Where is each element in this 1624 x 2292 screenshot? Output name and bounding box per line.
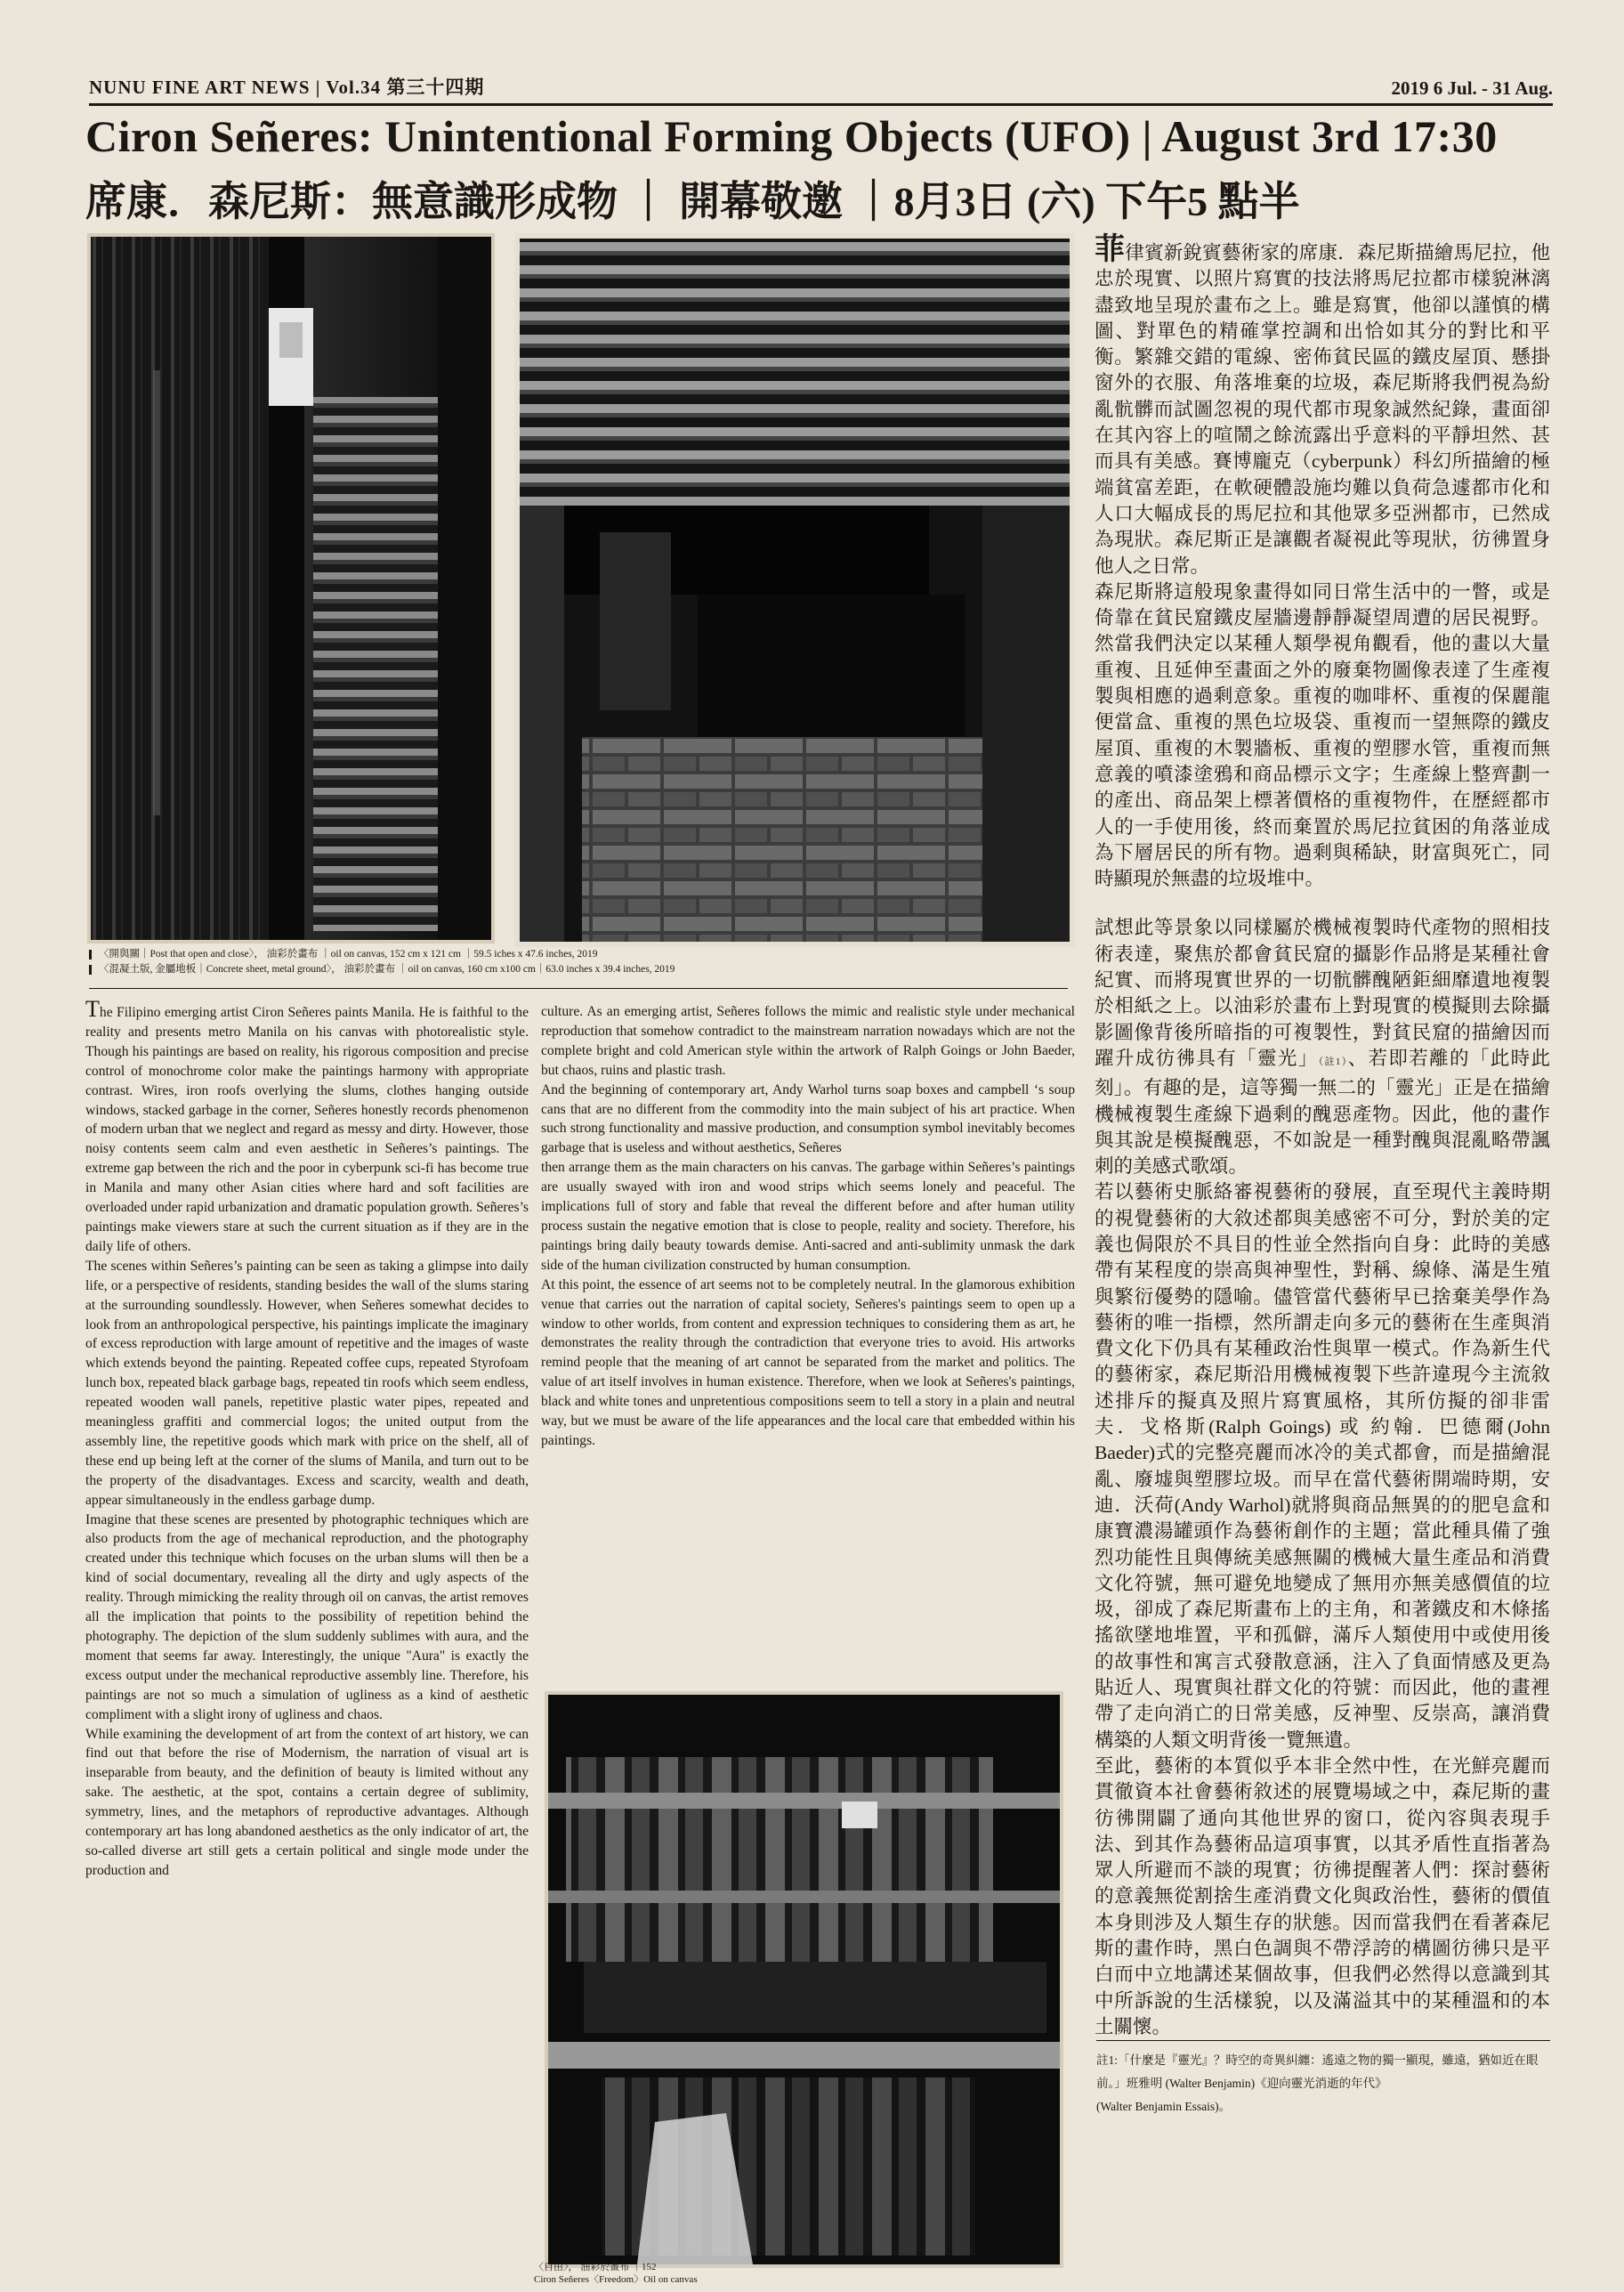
caption-rule — [89, 988, 1068, 989]
english-column-1 — [85, 996, 529, 1881]
drop-cap-chinese: 菲 — [1095, 233, 1126, 266]
footnote-rule — [1096, 2040, 1550, 2041]
english-paragraph: And the beginning of contemporary art, Andy Warhol turns soap boxes and campbell ‘s soup cans that are no different from the commodity into the main subject of his art practice. When such strong functionality and massive production, and consumption symbol inevitably becomes garbage that is useless and without aesthetics, Señeres — [541, 1081, 1075, 1156]
caption-text: 〈開與關｜Post that open and close〉， 油彩於畫布 ｜oil on canvas, 152 cm x 121 cm ｜59.5 iches x 47.6 inches, 2019 — [99, 949, 598, 960]
masthead — [89, 77, 1553, 103]
painting-drawing-2 — [520, 239, 1070, 942]
english-paragraph: Imagine that these scenes are presented by photographic techniques which are also products from the age of mechanical reproduction, and the photography created under this technique which focuses on the urban slums will then be a kind of social documentary, revealing all the dirty and ugly aspects of the reality. Through mimicking the reality through oil on canvas, the artist removes all the implication that points to the possibility of repetition behind the photography. The depiction of the slum suddenly sublimes with aura, and the moment that seems far away. Interestingly, the unique "Aura" is exactly the excess output under the mechanical reproductive assembly line. Therefore, his paintings are not so much a simulation of ugliness as a kind of aesthetic compliment with a slight irony of ugliness and chaos. — [85, 1511, 529, 1722]
footnote-line1: 註1:「什麼是『靈光』？時空的奇異糾纏：遙遠之物的獨一顯現，雖遠，猶如近在眼前。」班雅明 (Walter Benjamin)《迎向靈光消逝的年代》 — [1096, 2053, 1539, 2090]
chinese-paragraph: 至此，藝術的本質似乎本非全然中性，在光鮮亮麗而貫徹資本社會藝術敘述的展覽場域之中，森尼斯的畫彷彿開闢了通向其他世界的窗口，從內容與表現手法、到其作為藝術品這項事實，以其矛盾性直指著為眾人所避而不談的現實；彷彿提醒著人們：探討藝術的意義無從割捨生產消費文化與政治性，藝術的價值本身則涉及人類生存的狀態。因而當我們在看著森尼斯的畫作時，黑白色調與不帶浮誇的構圖彷彿只是平白而中立地講述某個故事，但我們必然得以意識到其中所訴說的生活樣貌，以及滿溢其中的某種溫和的本土關懷。 — [1095, 1754, 1550, 2037]
drop-cap: T — [85, 996, 100, 1022]
english-paragraph: While examining the development of art from the context of art history, we can find out that before the rise of Modernism, the narration of visual art is inseparable from beauty, and the definition of beauty is limited without any sake. The aesthetic, at the spot, contains a certain degree of sublimity, symmetry, lines, and the metaphors of reproductive advantages. Although contemporary art has long abandoned aesthetics as the only indicator of art, the so-called diverse art still gets a certain political and single mode under the production and — [85, 1726, 529, 1878]
english-paragraph: then arrange them as the main characters on his canvas. The garbage within Señeres’s paintings are usually swayed with iron and wood strips which seems lonely and peaceful. The implications full of story and fable that reveal the different before and after human utility process sustain the negative emotion that is close to people, reality and society. Therefore, his paintings bring daily beauty towards demise. Anti-sacred and anti-sublimity unmask the dark side of the human civilization constructed by human consumption. — [541, 1160, 1075, 1273]
painting-image-concrete-sheet-metal-ground — [514, 233, 1075, 947]
english-column-2 — [541, 1002, 1075, 1451]
footnote-line2: (Walter Benjamin Essais)。 — [1096, 2100, 1232, 2113]
caption-text: 〈混凝土版, 金屬地板｜Concrete sheet, metal ground〉， 油彩於畫布 ｜oil on canvas, 160 cm x100 cm｜63.0 inches x 39.4 inches, 2019 — [99, 964, 675, 975]
caption-line — [89, 962, 1068, 977]
english-paragraph: At this point, the essence of art seems not to be completely neutral. In the glamorous exhibition venue that carries out the narration of capital society, Señeres's paintings seem to open up a window to other worlds, from content and expression techniques to considering them as art, he demonstrates the reality through the contradiction that everyone tries to avoid. His artworks remind people that the meaning of art cannot be separated from the market and politics. The value of art itself involves in human existence. Therefore, when we look at Señeres's paintings, black and white tones and unpretentious compositions seem to tell a story in a plain and neutral way, but we must be aware of the life appearances and the local care that embedded within his paintings. — [541, 1276, 1075, 1448]
freedom-caption-line1: 〈自由〉， 油彩於畫布 ｜152 — [534, 2262, 657, 2272]
issue-dates: 2019 6 Jul. - 31 Aug. — [1391, 77, 1553, 99]
english-paragraph: culture. As an emerging artist, Señeres follows the mimic and realistic style under mechanical reproduction that somehow contradict to the mainstream narration nowadays which are not the complete bright and cold American style within the artwork of Ralph Goings or John Baeder, but chaos, ruins and plastic trash. — [541, 1004, 1075, 1078]
freedom-caption-line2: Ciron Señeres〈Freedom〉Oil on canvas — [534, 2274, 698, 2285]
headline-chinese: 席康．森尼斯：無意識形成物 ｜ 開幕敬邀 ｜8月3日 (六) 下午5 點半 — [85, 179, 1300, 224]
painting-image-freedom — [545, 1691, 1063, 2268]
painting-drawing-1 — [91, 237, 491, 940]
footnote — [1096, 2049, 1550, 2118]
masthead-rule — [89, 103, 1553, 106]
english-paragraph: The scenes within Señeres’s painting can be seen as taking a glimpse into daily life, or a perspective of residents, standing besides the wall of the slums staring at the surrounding soundlessly. However, when Señeres somewhat decides to look from an anthropological perspective, his paintings implicate the imaginary of excess reproduction with large amount of repetitive and the images of waste which extends beyond the painting. Repeated coffee cups, repeated Styrofoam lunch box, repeated black garbage bags, repeated tin roofs which seem endless, repeated wooden wall panels, repetitive plastic water pipes, repeated and meaningless graffiti and commercial logos; the united output from the assembly line, the repetitive goods which mark with price on the shelf, all of these end up being left at the corner of the slums of Manila, and turn out to be the property of the disadvantages. Excess and scarcity, wealth and death, appear simultaneously in the endless garbage dump. — [85, 1258, 529, 1508]
english-paragraph: The Filipino emerging artist Ciron Señeres paints Manila. He is faithful to the reality and presents metro Manila on his canvas with photorealistic style. Though his paintings are based on reality, his rigorous composition and precise control of monochrome color make the paintings harmony with appropriate contrast. Wires, iron roofs overlying the slums, clothes hanging outside windows, stacked garbage in the corner, Señeres honestly records phenomenon of modern urban that we neglect and regard as messy and dirty. However, those noisy contents seem calm and even aesthetic in Señeres’s paintings. The extreme gap between the rich and the poor in cyberpunk sci-fi has become true in Manila and many other Asian cities where hard and soft facilities are overloaded under rapid urbanization and dramatic population growth. Señeres’s paintings make viewers stare at such the current situation as if they are in the daily life of others. — [85, 996, 529, 1254]
painting-drawing-3 — [548, 1695, 1060, 2264]
chinese-paragraph: 菲律賓新銳賓藝術家的席康．森尼斯描繪馬尼拉，他忠於現實、以照片寫實的技法將馬尼拉都市樣貌淋漓盡致地呈現於畫布之上。雖是寫實，他卻以謹慎的構圖、對單色的精確掌控調和出恰如其分的對比和平衡。繁雜交錯的電線、密佈貧民區的鐵皮屋頂、懸掛窗外的衣服、角落堆棄的垃圾，森尼斯將我們視為紛亂骯髒而試圖忽視的現代都市現象誠然紀錄，畫面卻在其內容上的喧鬧之餘流露出乎意料的平靜坦然、甚而具有美感。賽博龐克（cyberpunk）科幻所描繪的極端貧富差距，在軟硬體設施均難以負荷急遽都市化和人口大幅成長的馬尼拉和其他眾多亞洲都市，已然成為現狀。森尼斯正是讓觀者凝視此等現狀，彷彿置身他人之日常。 — [1095, 233, 1550, 577]
chinese-paragraph: 若以藝術史脈絡審視藝術的發展，直至現代主義時期的視覺藝術的大敘述都與美感密不可分，對於美的定義也侷限於不具目的性並全然指向自身：此時的美感帶有某程度的崇高與神聖性，對稱、線條、滿是生殖與繁衍優勢的隱喻。儘管當代藝術早已捨棄美學作為藝術的唯一指標，然所謂走向多元的藝術在生產與消費文化下仍具有某種政治性與單一模式。作為新生代的藝術家，森尼斯沿用機械複製下些許違現今主流敘述排斥的擬真及照片寫實風格，其所仿擬的卻非雷夫．戈格斯(Ralph Goings) 或 約翰．巴德爾(John Baeder)式的完整亮麗而冰冷的美式都會，而是描繪混亂、廢墟與塑膠垃圾。而早在當代藝術開端時期，安迪．沃荷(Andy Warhol)就將與商品無異的的肥皂盒和康寶濃湯罐頭作為藝術創作的主題；當此種具備了強烈功能性且與傳統美感無關的機械大量生產品和消費文化符號，無可避免地變成了無用亦無美感價值的垃圾，卻成了森尼斯畫布上的主角，和著鐵皮和木條搖搖欲墜地堆置，平和孤僻，滿斥人類使用中或使用後的故事性和寓言式發散意涵，注入了負面情感及更為貼近人、現實與社群文化的符號：而因此，他的畫裡帶了走向消亡的日常美感，反神聖、反崇高，讓消費構築的人類文明背後一覽無遺。 — [1095, 1181, 1550, 1751]
caption-line — [89, 947, 1068, 962]
image-captions — [89, 947, 1068, 977]
chinese-column — [1095, 233, 1550, 2040]
footnote-ref: （註1） — [1318, 1056, 1348, 1067]
headline-english: Ciron Señeres: Unintentional Forming Objects (UFO) | August 3rd 17:30 — [85, 111, 1498, 161]
publication-name: NUNU FINE ART NEWS | Vol.34 第三十四期 — [89, 77, 485, 98]
freedom-caption — [534, 2261, 801, 2286]
chinese-paragraph: 森尼斯將這般現象畫得如同日常生活中的一瞥，或是倚靠在貧民窟鐵皮屋牆邊靜靜凝望周遭的居民視野。然當我們決定以某種人類學視角觀看，他的畫以大量重複、且延伸至畫面之外的廢棄物圖像表達了生產複製與相應的過剩意象。重複的咖啡杯、重複的保麗龍便當盒、重複的黑色垃圾袋、重複而一望無際的鐵皮屋頂、重複的木製牆板、重複的塑膠水管，重複而無意義的噴漆塗鴉和商品標示文字；生產線上整齊劃一的產出、商品架上標著價格的重複物件，在歷經都市人的一手使用後，終而棄置於馬尼拉貧困的角落並成為下層居民的所有物。過剩與稀缺，財富與死亡，同時顯現於無盡的垃圾堆中。 — [1095, 580, 1550, 890]
chinese-paragraph: 試想此等景象以同樣屬於機械複製時代產物的照相技術表達，聚焦於都會貧民窟的攝影作品將是某種社會紀實、而將現實世界的一切骯髒醜陋鉅細靡遺地複製於相紙之上。以油彩於畫布上對現實的模擬則去除攝影圖像背後所暗指的可複製性，對貧民窟的描繪因而躍升成彷彿具有「靈光」（註1）、若即若離的「此時此刻」。有趣的是，這等獨一無二的「靈光」正是在描繪機械複製生產線下過剩的醜惡產物。因此，他的畫作與其說是模擬醜惡，不如說是一種對醜與混亂略帶諷刺的美感式歌頌。 — [1095, 917, 1550, 1178]
painting-image-post-that-open-and-close — [87, 233, 495, 944]
